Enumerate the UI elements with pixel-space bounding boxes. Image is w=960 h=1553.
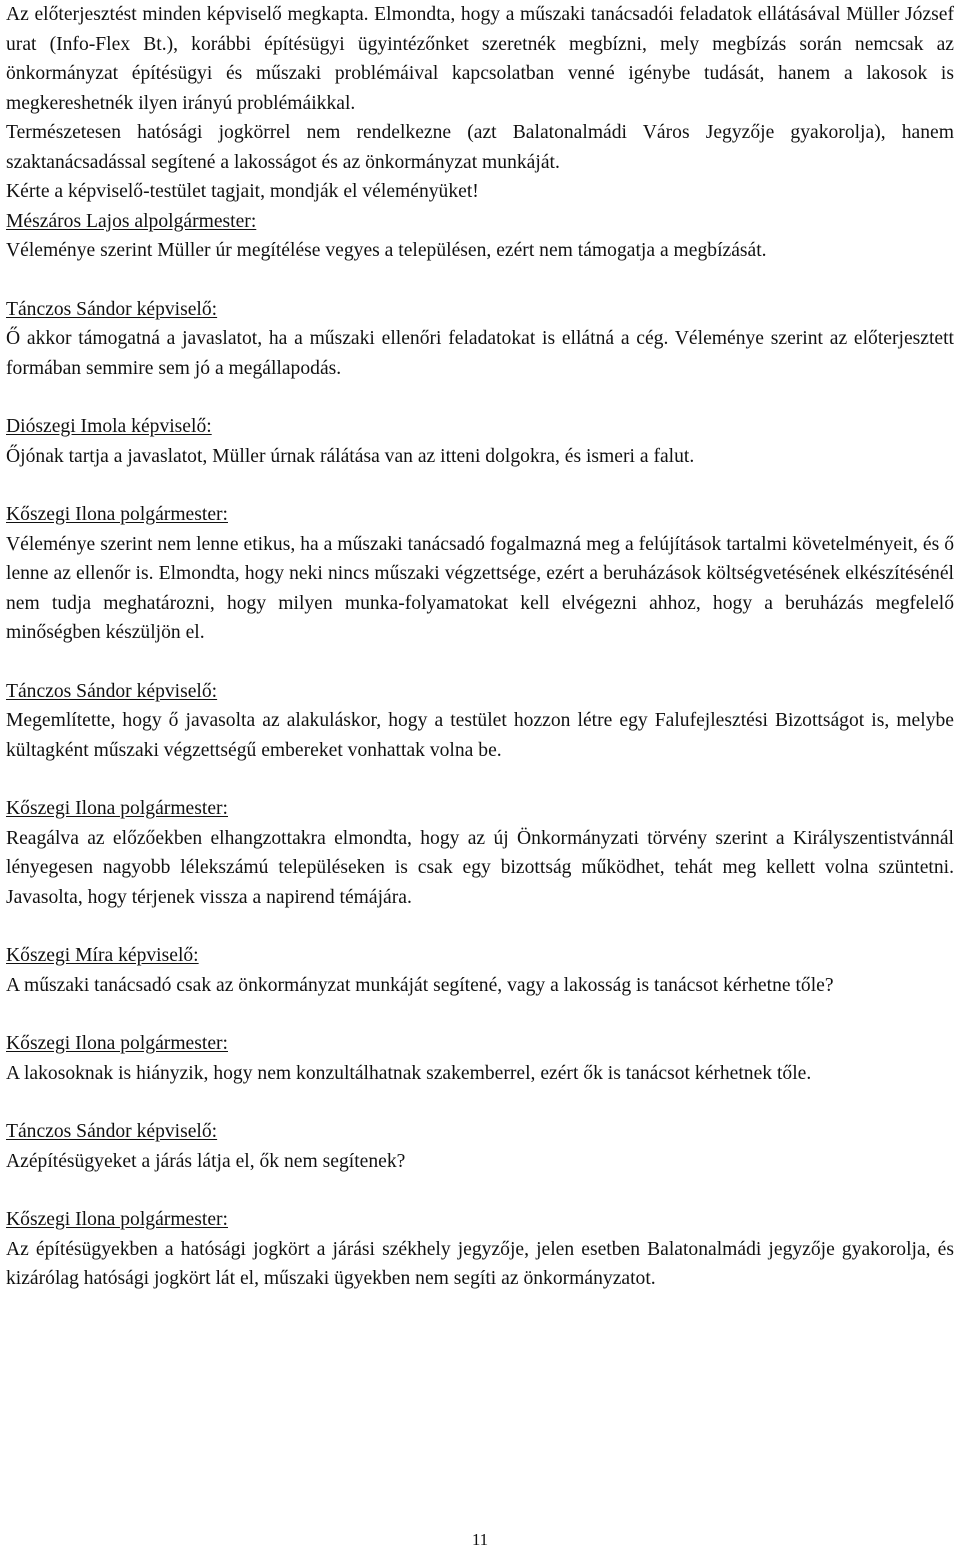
speech-block	[6, 1029, 954, 1088]
speech-text: A lakosoknak is hiányzik, hogy nem konzultálhatnak szakemberrel, ezért ők is tanácsot kérhetnek tőle.	[6, 1062, 812, 1084]
speaker-name: Kőszegi Ilona polgármester:	[6, 798, 228, 819]
intro-paragraph: Kérte a képviselő-testület tagjait, mondják el véleményüket!	[6, 181, 479, 202]
speech-text: Véleménye szerint Müller úr megítélése vegyes a településen, ezért nem támogatja a megbízását.	[6, 240, 767, 261]
speech-text: Megemlítette, hogy ő javasolta az alakuláskor, hogy a testület hozzon létre egy Falufejlesztési Bizottságot is, melybe kültagként műszaki végzettségű embereket vonhattak volna be.	[6, 710, 954, 761]
speech-text: Őjónak tartja a javaslatot, Müller úrnak rálátása van az itteni dolgokra, és ismeri a falut.	[6, 445, 695, 467]
speech-text: Véleménye szerint nem lenne etikus, ha a műszaki tanácsadó fogalmazná meg a felújítások tartalmi követelményeit, és ő lenne az ellenőr is. Elmondta, hogy neki nincs műszaki végzettsége, ezért a beruházások költségvetésének elkészítésénél nem tudja meghatározni, hogy milyen munka-folyamatokat kell elvégezni ahhoz, hogy a beruházás megfelelő minőségben készüljön el.	[6, 533, 954, 643]
speech-block	[6, 677, 954, 766]
speech-block	[6, 412, 954, 471]
page-number: 11	[471, 1530, 489, 1549]
speaker-name: Kőszegi Ilona polgármester:	[6, 1209, 228, 1230]
speaker-name: Kőszegi Ilona polgármester:	[6, 504, 228, 525]
speech-text: Reagálva az előzőekben elhangzottakra elmondta, hogy az új Önkormányzati törvény szerint a Királyszentistvánnál lényegesen nagyobb lélekszámú településeken is csak egy bizottság működhet, tehát meg kellett volna szüntetni. Javasolta, hogy térjenek vissza a napirend témájára.	[6, 827, 954, 908]
document-page	[6, 0, 954, 1294]
speaker-name: Tánczos Sándor képviselő:	[6, 1121, 218, 1142]
speaker-name: Tánczos Sándor képviselő:	[6, 680, 218, 702]
speaker-name: Mészáros Lajos alpolgármester:	[6, 210, 257, 232]
speech-block	[6, 794, 954, 912]
speech-text: Ő akkor támogatná a javaslatot, ha a műszaki ellenőri feladatokat is ellátná a cég. Véleménye szerint az előterjesztett formában semmire sem jó a megállapodás.	[6, 328, 954, 379]
speech-block	[6, 295, 954, 384]
speech-block	[6, 941, 954, 1000]
speaker-name: Diószegi Imola képviselő:	[6, 416, 212, 437]
speaker-name: Kőszegi Ilona polgármester:	[6, 1033, 228, 1054]
speaker-name: Kőszegi Míra képviselő:	[6, 945, 199, 966]
speech-block	[6, 1117, 954, 1176]
speech-block	[6, 500, 954, 648]
speaker-name: Tánczos Sándor képviselő:	[6, 298, 218, 320]
speech-text: Az építésügyekben a hatósági jogkört a járási székhely jegyzője, jelen esetben Balatonalmádi jegyzője gyakorolja, és kizárólag hatósági jogkört lát el, műszaki ügyekben nem segíti az önkormányzatot.	[6, 1238, 954, 1289]
speech-text: Azépítésügyeket a járás látja el, ők nem segítenek?	[6, 1150, 406, 1172]
intro-paragraph: Természetesen hatósági jogkörrel nem rendelkezne (azt Balatonalmádi Város Jegyzője gyakorolja), hanem szaktanácsadással segítené a lakosságot és az önkormányzat munkáját.	[6, 122, 954, 173]
speech-block	[6, 207, 954, 266]
speech-block	[6, 1205, 954, 1294]
speech-text: A műszaki tanácsadó csak az önkormányzat munkáját segítené, vagy a lakosság is tanácsot kérhetne tőle?	[6, 974, 834, 996]
intro-paragraph: Az előterjesztést minden képviselő megkapta. Elmondta, hogy a műszaki tanácsadói feladatok ellátásával Müller József urat (Info-Flex Bt.), korábbi építésügyi ügyintézőnket szeretnék megbízni, mely megbízás során nemcsak az önkormányzat építésügyi és műszaki problémáival kapcsolatban venné igénybe tudását, hanem a lakosok is megkereshetnék ilyen irányú problémáikkal.	[6, 4, 954, 114]
